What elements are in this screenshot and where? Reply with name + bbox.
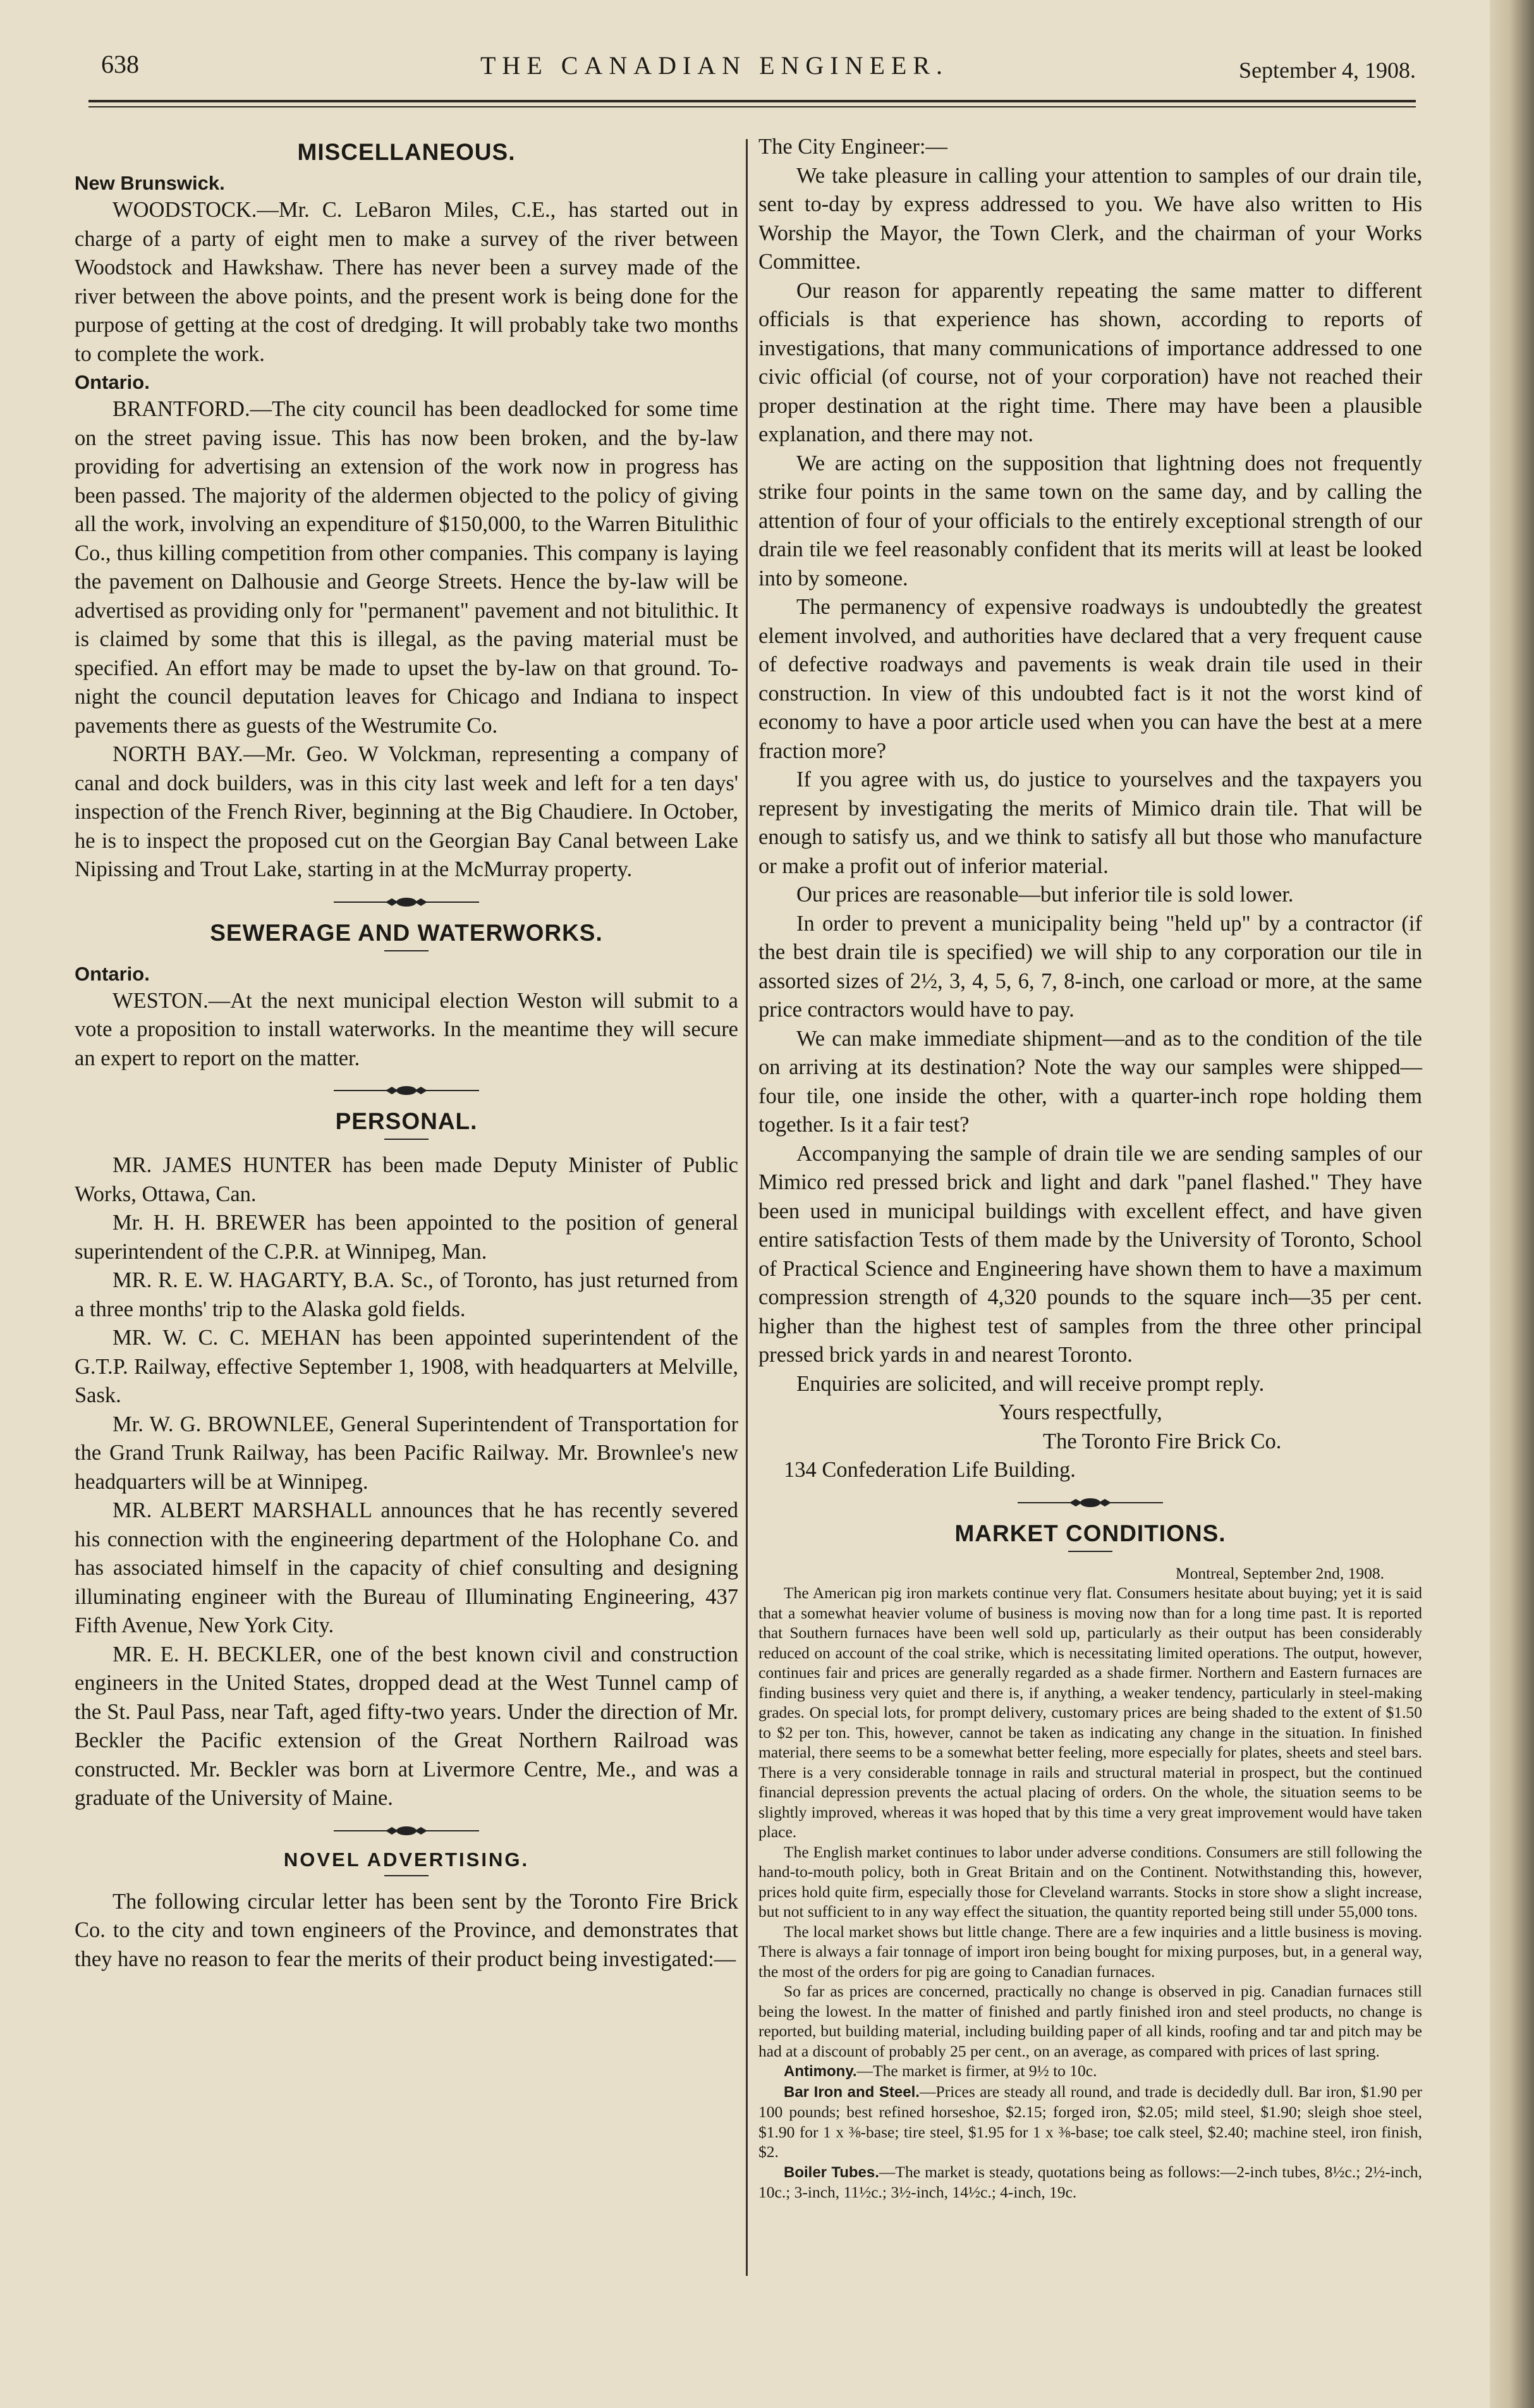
letter-paragraph: The permanency of expensive roadways is undoubtedly the greatest element involved, and authorities have declared that a very frequent cause of defective roadways and pavements is weak drain tile used in their construction. In view of this undoubted fact is it not the worst kind of economy to have a poor article used when you can have the best at a mere fraction more? xyxy=(758,595,1422,763)
section-title-miscellaneous: MISCELLANEOUS. xyxy=(297,139,516,165)
market-item-text: —The market is steady, quotations being as follows:—2-inch tubes, 8½c.; 2½-inch, 10c.; 3-inch, 11½c.; 3½-inch, 14½c.; 4-inch, 19c. xyxy=(758,2162,1423,2201)
letter-paragraph: We are acting on the supposition that lightning does not frequently strike four points in the same town on the same day, and by calling the attention of four of your officials to the entirely exceptional strength of our drain tile we feel reasonably confident that its merits will at least be looked into by someone. xyxy=(758,451,1422,590)
ornament-divider xyxy=(334,896,479,908)
journal-title: THE CANADIAN ENGINEER. xyxy=(480,51,949,80)
personal-item: MR. E. H. BECKLER, one of the best known civil and construction engineers in the United States, dropped dead at the West Tunnel camp of the St. Paul Pass, near Taft, aged fifty-two years. Under the direction of Mr. Beckler the Pacific extension of the Great Northern Railroad was constructed. Mr. Beckler was born at Livermore Centre, Me., and was a graduate of the University of Maine. xyxy=(75,1642,738,1810)
letter-paragraph: Our reason for apparently repeating the same matter to different officials is that experience has shown, according to reports of investigations, that many communications of importance addressed to one civic official (of course, not of your corporation) have not reached their proper destination at the right time. There may have been a plausible explanation, and there may not. xyxy=(758,278,1422,446)
province-heading: Ontario. xyxy=(75,371,150,393)
letter-paragraph: We can make immediate shipment—and as to the condition of the tile on arriving at its destination? Note the way our samples were shipped—four tile, one inside the other, with a quarter-inch rope holding them together. Is it a fair test? xyxy=(758,1026,1422,1137)
left-column xyxy=(75,133,738,1974)
letter-paragraph: If you agree with us, do justice to yourselves and the taxpayers you represent by investigating the merits of Mimico drain tile. That will be enough to satisfy us, and we think to satisfy all but those who manufacture or make a profit out of inferior material. xyxy=(758,767,1422,878)
letter-signature: The Toronto Fire Brick Co. xyxy=(1043,1429,1282,1453)
ornament-divider xyxy=(1018,1496,1163,1509)
letter-paragraph: Enquiries are solicited, and will receive prompt reply. xyxy=(796,1371,1265,1396)
letter-paragraph: We take pleasure in calling your attention to samples of our drain tile, sent to-day by express addressed to you. We have also written to His Worship the Mayor, the Town Clerk, and the chairman of your Works Committee. xyxy=(758,163,1422,274)
news-item-brantford: BRANTFORD.—The city council has been deadlocked for some time on the street paving issue. This has now been broken, and the by-law providing for advertising an extension of the work now in progress has been passed. The majority of the aldermen objected to the policy of giving all the work, involving an expenditure of $150,000, to the Warren Bitulithic Co., thus killing competition from other companies. This company is laying the pavement on Dalhousie and George Streets. Hence the by-law will be advertised as providing only for "permanent" pavement and not bitulithic. It is claimed by some that this is illegal, as the paving material must be specified. An effort may be made to upset the by-law on that ground. To-night the council deputation leaves for Chicago and Indiana to inspect pavements there as guests of the Westrumite Co. xyxy=(75,397,738,738)
section-title-sewerage: SEWERAGE AND WATERWORKS. xyxy=(210,919,603,946)
column-divider xyxy=(746,139,748,2276)
novel-advertising-intro: The following circular letter has been sent by the Toronto Fire Brick Co. to the city and town engineers of the Province, and demonstrates that they have no reason to fear the merits of their product being investigated:— xyxy=(75,1889,738,1971)
personal-item: Mr. W. G. BROWNLEE, General Superintendent of Transportation for the Grand Trunk Railway, has been Pacific Railway. Mr. Brownlee's new headquarters will be at Winnipeg. xyxy=(75,1412,738,1494)
market-item-boiler-tubes xyxy=(758,2162,1422,2203)
title-underline xyxy=(384,1875,429,1876)
market-item-head: Bar Iron and Steel. xyxy=(784,2083,920,2101)
page-edge-shadow xyxy=(1490,0,1534,2408)
market-item-head: Boiler Tubes. xyxy=(784,2163,879,2181)
market-dateline: Montreal, September 2nd, 1908. xyxy=(1175,1563,1384,1582)
market-item-antimony xyxy=(758,2061,1422,2082)
header-rule-thick xyxy=(88,100,1416,102)
market-paragraph: So far as prices are concerned, practically no change is observed in pig. Canadian furnaces still being the lowest. In the matter of finished and partly finished iron and steel products, no change is reported, but building material, including building paper of all kinds, roofing and tar and pitch may be had at a discount of probably 25 per cent., on an average, as compared with prices of last spring. xyxy=(758,1982,1422,2060)
market-paragraph: The local market shows but little change. There are a few inquiries and a little business is moving. There is always a fair tonnage of import iron being bought for mixing purposes, but, in a general way, the most of the orders for pig are going to Canadian furnaces. xyxy=(758,1922,1422,1981)
market-item-head: Antimony. xyxy=(784,2063,857,2080)
personal-item: MR. W. C. C. MEHAN has been appointed superintendent of the G.T.P. Railway, effective September 1, 1908, with headquarters at Melville, Sask. xyxy=(75,1326,738,1407)
personal-item: MR. R. E. W. HAGARTY, B.A. Sc., of Toronto, has just returned from a three months' trip to the Alaska gold fields. xyxy=(75,1268,738,1321)
personal-item: MR. JAMES HUNTER has been made Deputy Minister of Public Works, Ottawa, Can. xyxy=(75,1153,738,1206)
personal-item: Mr. H. H. BREWER has been appointed to the position of general superintendent of the C.P.R. at Winnipeg, Man. xyxy=(75,1211,738,1264)
section-title-market-conditions: MARKET CONDITIONS. xyxy=(954,1520,1226,1546)
header-rule-thin xyxy=(88,106,1416,107)
running-header xyxy=(101,49,1416,94)
province-heading: Ontario. xyxy=(75,962,150,985)
market-paragraph: The English market continues to labor under adverse conditions. Consumers are still following the hand-to-mouth policy, both in Great Britain and on the Continent. Notwithstanding this, however, prices hold quite firm, especially those for Cleveland warrants. Stocks in store show a slight increase, but not sufficient to in any way effect the situation, the quantity reported being still under 55,000 tons. xyxy=(758,1842,1422,1921)
right-column xyxy=(758,133,1422,2203)
section-title-novel-advertising: NOVEL ADVERTISING. xyxy=(283,1848,530,1871)
letter-paragraph: Accompanying the sample of drain tile we are sending samples of our Mimico red pressed brick and light and dark "panel flashed." They have been used in municipal buildings with excellent effect, and have given entire satisfaction Tests of them made by the University of Toronto, School of Practical Science and Engineering have shown them to have a maximum compression strength of 4,320 pounds to the square inch—35 per cent. higher than the highest test of samples from the three other principal pressed brick yards in and nearest Toronto. xyxy=(758,1141,1422,1367)
market-report xyxy=(758,1563,1422,2203)
news-item-north-bay: NORTH BAY.—Mr. Geo. W Volckman, representing a company of canal and dock builders, was in this city last week and left for a ten days' inspection of the French River, beginning at the Big Chaudiere. In October, he is to inspect the proposed cut on the Georgian Bay Canal between Lake Nipissing and Trout Lake, starting in at the McMurray property. xyxy=(75,742,738,881)
letter-paragraph: Our prices are reasonable—but inferior tile is sold lower. xyxy=(796,883,1294,907)
section-title-personal: PERSONAL. xyxy=(335,1108,478,1134)
ornament-divider xyxy=(334,1824,479,1837)
letter-closing: Yours respectfully, xyxy=(999,1400,1162,1424)
market-item-text: —Prices are steady all round, and trade is decidedly dull. Bar iron, $1.90 per 100 pounds; best refined horseshoe, $2.15; forged iron, $2.05; mild steel, $1.90; sleigh shoe steel, $1.90 for 1 x ⅜-base; tire steel, $1.95 for 1 x ⅜-base; toe calk steel, $2.40; machine steel, iron finish, $2. xyxy=(758,2082,1422,2161)
market-paragraph: The American pig iron markets continue very flat. Consumers hesitate about buying; yet it is said that a somewhat heavier volume of business is moving now than for a long time past. It is reported that Southern furnaces have been well sold up, particularly as their output has been considerably reduced on account of the coal strike, which is necessitating limited operations. The output, however, continues fair and prices are generally regarded as a shade firmer. Northern and Eastern furnaces are finding business very quiet and there is, if anything, a weaker tendency, particularly in steel-making grades. On special lots, for prompt delivery, customary prices are being shaded to the extent of $1.50 to $2 per ton. This, however, cannot be taken as indicating any change in the situation. In finished material, there seems to be a somewhat better feeling, more especially for plates, sheets and steel bars. There is a very considerable tonnage in rails and structural material in prospect, but the continued financial depression prevents the actual placing of orders. On the whole, the situation seems to be slightly improved, whereas it was hoped that by this time a very great improvement would have taken place. xyxy=(758,1584,1422,1841)
title-underline xyxy=(384,950,429,951)
letter-paragraph: In order to prevent a municipality being "held up" by a contractor (if the best drain tile is specified) we will ship to any corporation our tile in assorted sizes of 2½, 3, 4, 5, 6, 7, 8-inch, one carload or more, at the same price contractors would have to pay. xyxy=(758,911,1422,1022)
news-item-weston: WESTON.—At the next municipal election Weston will submit to a vote a proposition to install waterworks. In the meantime they will secure an expert to report on the matter. xyxy=(75,988,738,1070)
personal-item: MR. ALBERT MARSHALL announces that he has recently severed his connection with the engineering department of the Holophane Co. and has associated himself in the capacity of chief consulting and designing illuminating engineer with the Bureau of Illuminating Engineering, 437 Fifth Avenue, New York City. xyxy=(75,1498,738,1637)
market-item-bar-iron xyxy=(758,2082,1422,2162)
title-underline xyxy=(384,1139,429,1140)
market-item-text: —The market is firmer, at 9½ to 10c. xyxy=(856,2062,1097,2080)
title-underline xyxy=(1068,1551,1112,1552)
province-heading: New Brunswick. xyxy=(75,172,225,194)
ornament-divider xyxy=(334,1084,479,1097)
letter-salutation: The City Engineer:— xyxy=(758,135,947,159)
issue-date: September 4, 1908. xyxy=(1239,58,1416,83)
letter-address: 134 Confederation Life Building. xyxy=(784,1458,1076,1482)
news-item-woodstock: WOODSTOCK.—Mr. C. LeBaron Miles, C.E., has started out in charge of a party of eight men to make a survey of the river between Woodstock and Hawkshaw. There has never been a survey made of the river between the above points, and the present work is being done for the purpose of getting at the cost of dredging. It will probably take two months to complete the work. xyxy=(75,198,738,366)
page-number: 638 xyxy=(101,50,139,78)
